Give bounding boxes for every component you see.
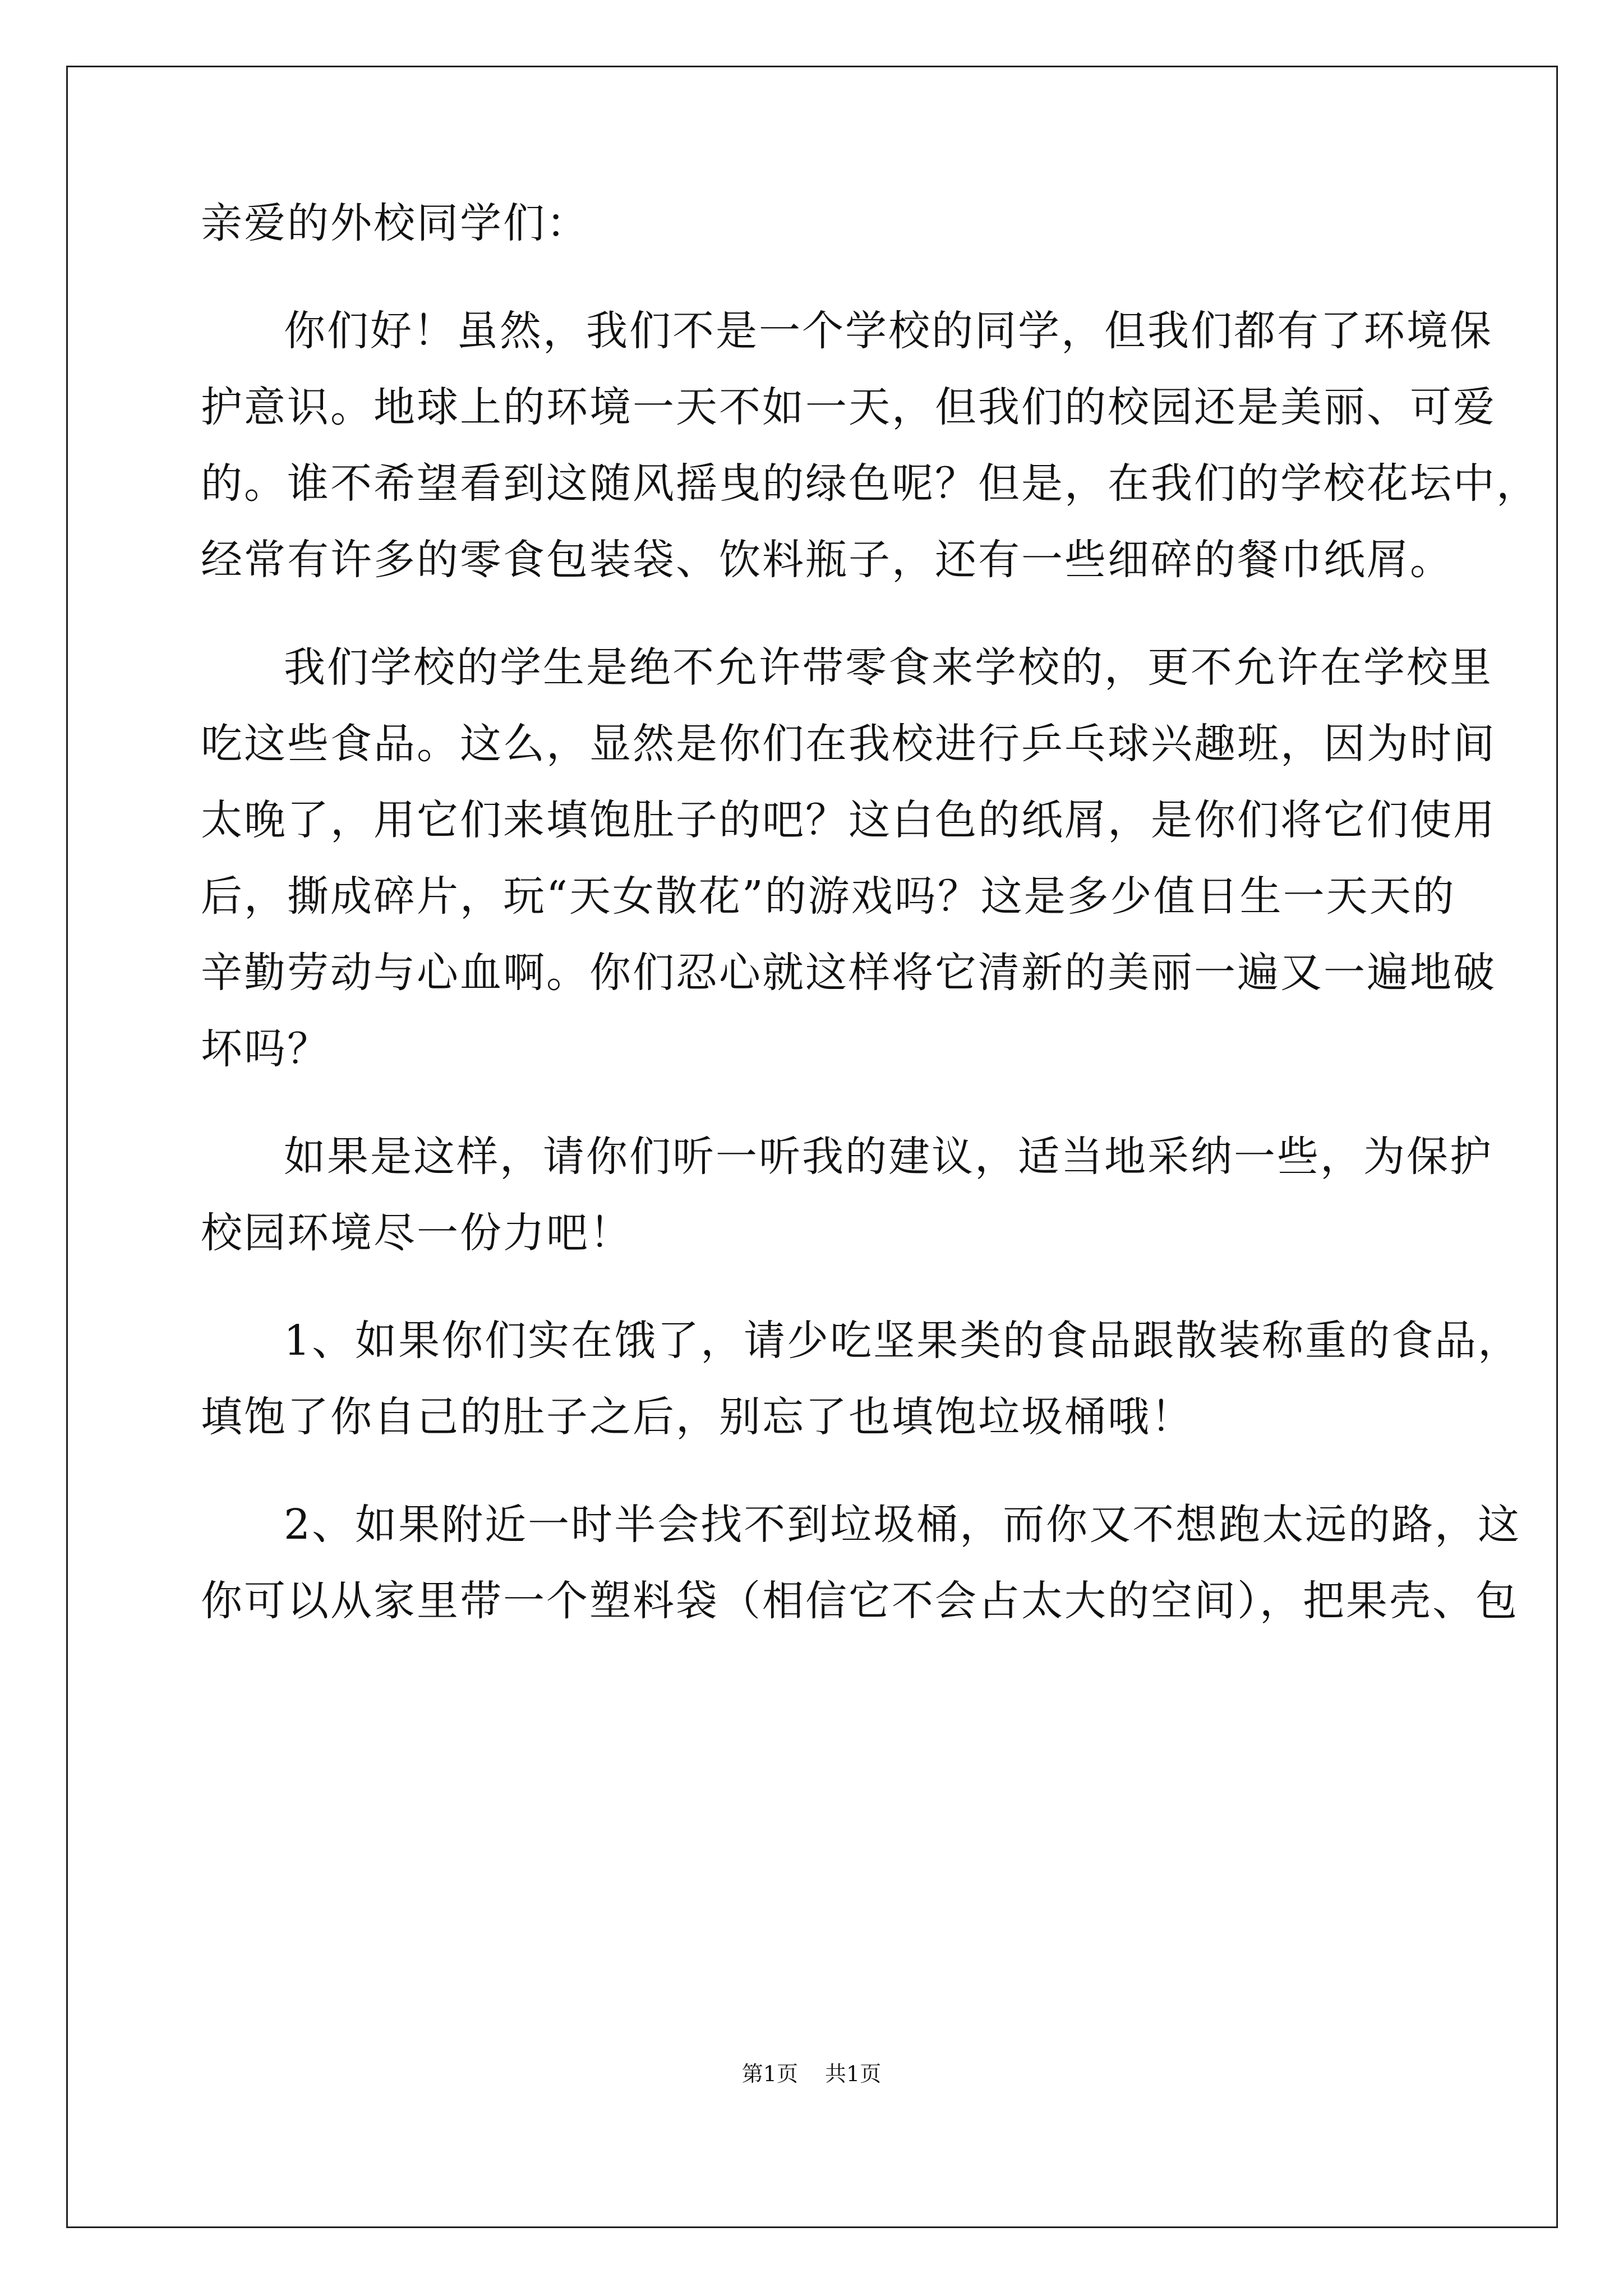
- paragraph-1: [201, 293, 1539, 598]
- page-total: 共1页: [825, 2062, 882, 2086]
- text-line: 你可以从家里带一个塑料袋（相信它不会占太大的空间），把果壳、包: [201, 1577, 1519, 1625]
- text-line: 你们好！虽然，我们不是一个学校的同学，但我们都有了环境保: [284, 307, 1493, 355]
- text-line: 如果是这样，请你们听一听我的建议，适当地采纳一些，为保护: [284, 1133, 1493, 1181]
- text-line: 的。谁不希望看到这随风摇曳的绿色呢？但是，在我们的学校花坛中，: [201, 459, 1539, 508]
- paragraph-2: [201, 629, 1496, 1087]
- text-line: 坏吗？: [201, 1025, 330, 1073]
- text-line: 辛勤劳动与心血啊。你们忍心就这样将它清新的美丽一遍又一遍地破: [201, 949, 1496, 997]
- text-line: 吃这些食品。这么，显然是你们在我校进行乒乓球兴趣班，因为时间: [201, 720, 1496, 768]
- document-body: [201, 185, 1539, 1639]
- page-number: 第1页: [741, 2062, 798, 2086]
- text-line: 太晚了，用它们来填饱肚子的吧？这白色的纸屑，是你们将它们使用: [201, 796, 1496, 844]
- paragraph-4: [201, 1303, 1521, 1455]
- text-line: 护意识。地球上的环境一天不如一天，但我们的校园还是美丽、可爱: [201, 383, 1496, 431]
- text-line: 我们学校的学生是绝不允许带零食来学校的，更不允许在学校里: [284, 643, 1493, 692]
- text-line: 填饱了你自己的肚子之后，别忘了也填饱垃圾桶哦！: [201, 1393, 1194, 1441]
- text-line: 校园环境尽一份力吧！: [201, 1209, 633, 1257]
- page-footer: [0, 2060, 1623, 2088]
- text-line: 2、如果附近一时半会找不到垃圾桶，而你又不想跑太远的路，这: [284, 1501, 1521, 1549]
- text-line: 经常有许多的零食包装袋、饮料瓶子，还有一些细碎的餐巾纸屑。: [201, 536, 1453, 584]
- text-line: 1、如果你们实在饿了，请少吃坚果类的食品跟散装称重的食品，: [284, 1317, 1521, 1365]
- paragraph-3: [201, 1119, 1493, 1271]
- text-line: 后，撕成碎片，玩“天女散花”的游戏吗？这是多少值日生一天天的: [201, 872, 1456, 921]
- salutation: 亲爱的外校同学们：: [201, 199, 589, 247]
- paragraph-5: [201, 1487, 1521, 1639]
